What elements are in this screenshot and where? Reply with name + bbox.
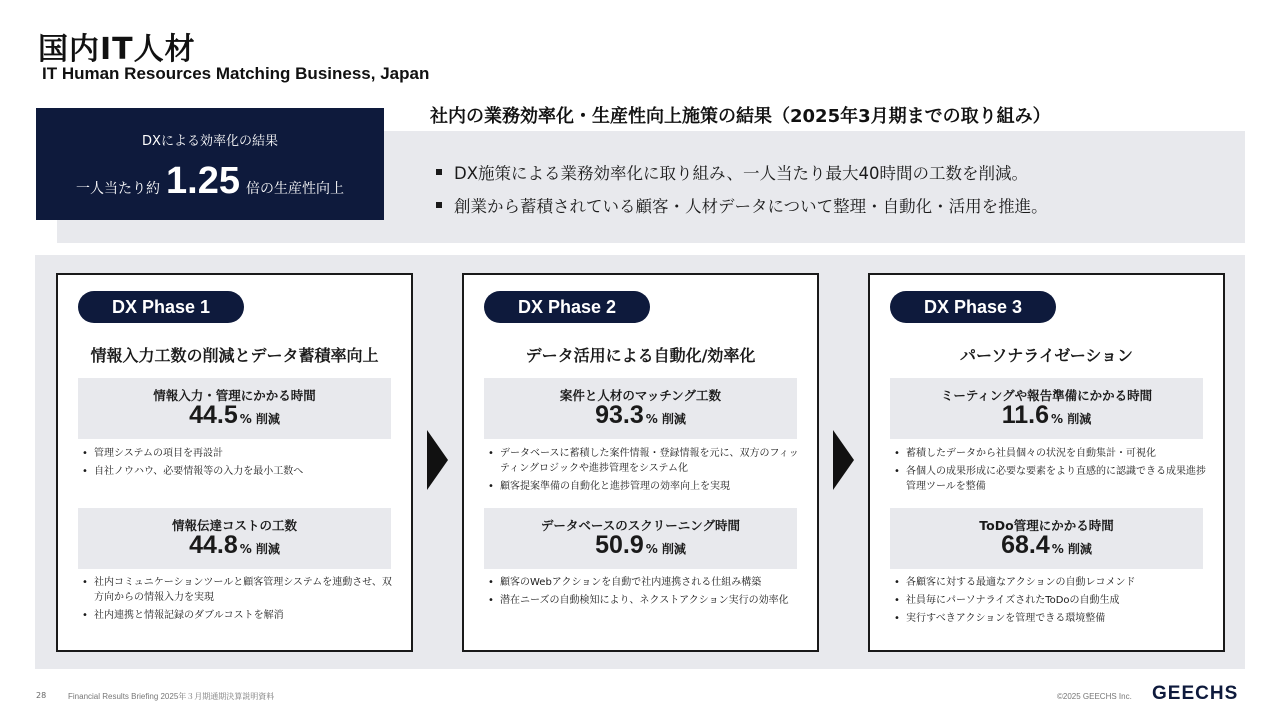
metric-bullet: • データベースに蓄積した案件情報・登録情報を元に、双方のフィッティングロジックや進捗管理をシステム化 — [486, 446, 804, 476]
metric-bullet: • 各個人の成果形成に必要な要素をより直感的に認識できる成果進捗管理ツールを整備 — [892, 464, 1210, 494]
arrow-right-icon — [427, 430, 448, 490]
metric-bullet: • 顧客のWebアクションを自動で社内連携される仕組み構築 — [486, 575, 804, 590]
dx-result-line — [36, 160, 384, 203]
metric-value-row — [78, 401, 391, 430]
footer-copyright: ©2025 GEECHS Inc. — [1057, 692, 1132, 701]
result-heading: 社内の業務効率化・生産性向上施策の結果（2025年3月期までの取り組み） — [430, 106, 1051, 127]
metric-value-row — [78, 531, 391, 560]
metric-value: 44.5 — [189, 401, 238, 429]
metric-bullet: • 蓄積したデータから社員個々の状況を自動集計・可視化 — [892, 446, 1210, 461]
phase-heading: パーソナライゼーション — [959, 346, 1134, 365]
metric-value-row — [484, 531, 797, 560]
metric-bullet: • 社内コミュニケーションツールと顧客管理システムを連動させ、双方向からの情報入力を実現 — [80, 575, 398, 605]
metric-value: 11.6 — [1001, 401, 1050, 429]
metric-box — [484, 508, 797, 569]
phase-heading: データ活用による自動化/効率化 — [525, 346, 756, 365]
metric-bullet: • 各顧客に対する最適なアクションの自動レコメンド — [892, 575, 1210, 590]
page-subtitle: IT Human Resources Matching Business, Japan — [42, 64, 430, 83]
page-title: 国内IT人材 — [38, 32, 196, 67]
metric-bullet-list — [892, 446, 1210, 497]
metric-label: ミーティングや報告準備にかかる時間 — [940, 388, 1153, 403]
metric-label: データベースのスクリーニング時間 — [540, 518, 741, 533]
phase-heading: 情報入力工数の削減とデータ蓄積率向上 — [90, 346, 379, 365]
metric-value: 44.8 — [189, 531, 238, 559]
metric-bullet-list — [80, 575, 398, 626]
metric-bullet: • 実行すべきアクションを管理できる環境整備 — [892, 611, 1210, 626]
square-bullet-icon — [436, 169, 442, 175]
metric-label: ToDo管理にかかる時間 — [979, 518, 1114, 533]
metric-bullet-list — [892, 575, 1210, 629]
metric-bullet-list — [486, 575, 804, 611]
metric-label: 情報入力・管理にかかる時間 — [153, 388, 316, 403]
metric-bullet-list — [80, 446, 398, 482]
square-bullet-icon — [436, 202, 442, 208]
metric-bullet: • 顧客提案準備の自動化と進捗管理の効率向上を実現 — [486, 479, 804, 494]
arrow-right-icon — [833, 430, 854, 490]
metric-unit: % 削減 — [645, 412, 686, 426]
metric-unit: % 削減 — [239, 542, 280, 556]
metric-box — [890, 508, 1203, 569]
metric-label: 案件と人材のマッチング工数 — [559, 388, 722, 403]
metric-bullet: • 管理システムの項目を再設計 — [80, 446, 398, 461]
metric-box — [484, 378, 797, 439]
metric-value-row — [890, 401, 1203, 430]
result-bullet-text: 創業から蓄積されている顧客・人材データについて整理・自動化・活用を推進。 — [454, 197, 1048, 216]
page-number: 28 — [36, 691, 47, 700]
phase-pill: DX Phase 1 — [78, 291, 244, 323]
result-bullet-text: DX施策による業務効率化に取り組み、一人当たり最大40時間の工数を削減。 — [454, 164, 1028, 183]
metric-bullet-list — [486, 446, 804, 497]
metric-value-row — [890, 531, 1203, 560]
metric-box — [78, 378, 391, 439]
phase-card-1 — [56, 273, 413, 652]
metric-unit: % 削減 — [239, 412, 280, 426]
phase-card-2 — [462, 273, 819, 652]
metric-unit: % 削減 — [1051, 412, 1092, 426]
footer-doc-title: Financial Results Briefing 2025年３月期通期決算説明資料 — [68, 692, 275, 701]
metric-value: 93.3 — [595, 401, 644, 429]
dx-result-box — [36, 108, 384, 220]
phase-pill: DX Phase 3 — [890, 291, 1056, 323]
metric-bullet: • 社員毎にパーソナライズされたToDoの自動生成 — [892, 593, 1210, 608]
metric-box — [890, 378, 1203, 439]
result-bullet-list — [436, 160, 1048, 226]
dx-result-suffix: 倍の生産性向上 — [245, 181, 344, 197]
metric-bullet: • 社内連携と情報記録のダブルコストを解消 — [80, 608, 398, 623]
metric-value: 68.4 — [1001, 531, 1050, 559]
metric-box — [78, 508, 391, 569]
phase-card-3 — [868, 273, 1225, 652]
dx-result-prefix: 一人当たり約 — [76, 181, 161, 197]
metric-label: 情報伝達コストの工数 — [171, 518, 297, 533]
company-logo: GEECHS — [1152, 683, 1239, 704]
metric-unit: % 削減 — [645, 542, 686, 556]
result-bullet — [436, 160, 1048, 184]
metric-bullet: • 潜在ニーズの自動検知により、ネクストアクション実行の効率化 — [486, 593, 804, 608]
metric-unit: % 削減 — [1051, 542, 1092, 556]
metric-value-row — [484, 401, 797, 430]
metric-value: 50.9 — [595, 531, 644, 559]
dx-result-label: DXによる効率化の結果 — [142, 134, 278, 149]
result-bullet — [436, 193, 1048, 217]
dx-result-value: 1.25 — [166, 160, 240, 202]
metric-bullet: • 自社ノウハウ、必要情報等の入力を最小工数へ — [80, 464, 398, 479]
phase-pill: DX Phase 2 — [484, 291, 650, 323]
